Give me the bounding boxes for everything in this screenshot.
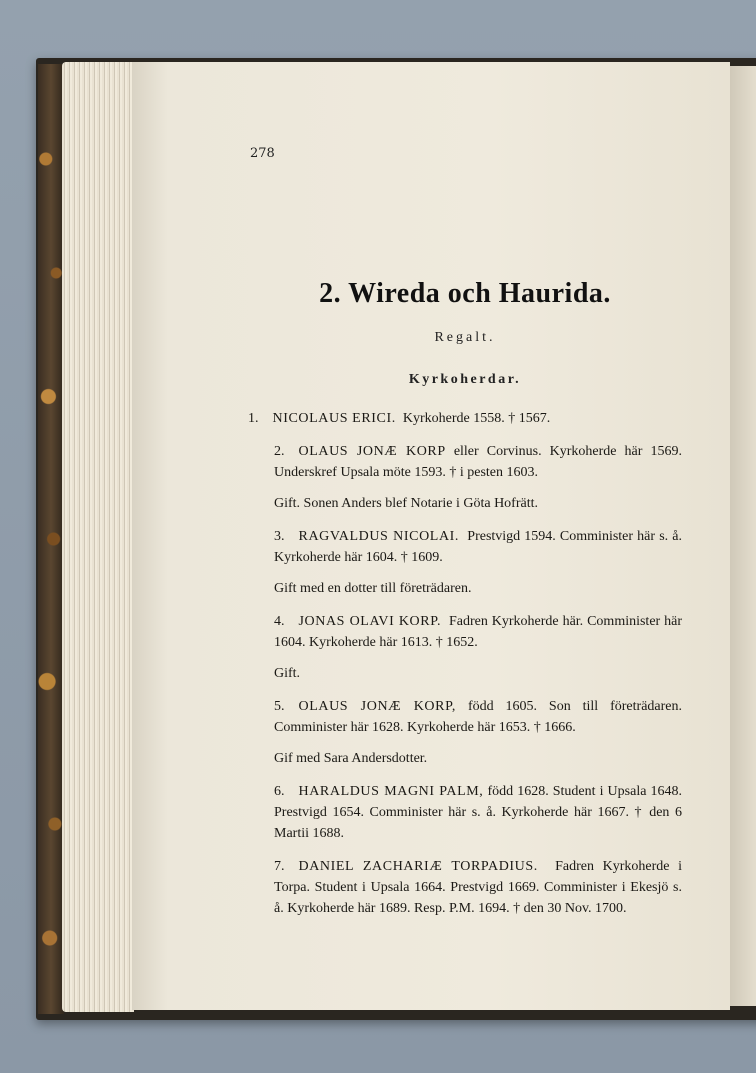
entry-4: 4. JONAS OLAVI KORP. Fadren Kyrkoherde här. Comminister här 1604. Kyrkoherde här 1613. † 1652.: [274, 614, 682, 650]
entry-text: född 1628. Student i Upsala 1648. Prestvigd 1654. Comminister här s. å. Kyrkoherde här 1667. † den 6 Martii 1688.: [274, 784, 682, 841]
page-edges: [62, 62, 134, 1012]
entry-text: Kyrkoherde 1558. † 1567.: [402, 411, 551, 426]
entry-name: JONAS OLAVI KORP.: [298, 614, 442, 629]
entry-text: född 1605. Son till företrädaren. Comminister här 1628. Kyrkoherde här 1653. † 1666.: [274, 699, 682, 735]
page-number: 278: [250, 146, 275, 161]
entry-text: Fadren Kyrkoherde i Torpa. Student i Upsala 1664. Prestvigd 1669. Comminister i Ekesjö s. å. Kyrkoherde här 1689. Resp. P.M. 1694. † den 30 Nov. 1700.: [274, 859, 682, 916]
entry-name: OLAUS JONÆ KORP,: [298, 699, 457, 714]
entry-1: 1. NICOLAUS ERICI. Kyrkoherde 1558. † 1567.: [248, 411, 551, 426]
entry-name: RAGVALDUS NICOLAI.: [298, 529, 460, 544]
entry-2: 2. OLAUS JONÆ KORP eller Corvinus. Kyrkoherde här 1569. Underskref Upsala möte 1593. † i pesten 1603.: [274, 444, 682, 480]
subheading: Regalt.: [434, 330, 496, 345]
entry-note: Gif med Sara Andersdotter.: [274, 751, 428, 766]
marbled-spine: [38, 64, 64, 1014]
entry-6: 6. HARALDUS MAGNI PALM, född 1628. Student i Upsala 1648. Prestvigd 1654. Comminister här s. å. Kyrkoherde här 1667. † den 6 Martii 1688.: [274, 784, 682, 841]
entry-list: [248, 408, 682, 931]
entry-name: NICOLAUS ERICI.: [272, 411, 396, 426]
entry-name: HARALDUS MAGNI PALM,: [298, 784, 484, 799]
entry-text: Fadren Kyrkoherde här. Comminister här 1604. Kyrkoherde här 1613. † 1652.: [274, 614, 682, 650]
page-heading: 2. Wireda och Haurida.: [319, 278, 611, 309]
entry-text: eller Corvinus. Kyrkoherde här 1569. Underskref Upsala möte 1593. † i pesten 1603.: [274, 444, 682, 480]
entry-5: 5. OLAUS JONÆ KORP, född 1605. Son till företrädaren. Comminister här 1628. Kyrkoherde här 1653. † 1666.: [274, 699, 682, 735]
entry-name: DANIEL ZACHARIÆ TORPADIUS.: [298, 859, 538, 874]
entry-7: 7. DANIEL ZACHARIÆ TORPADIUS. Fadren Kyrkoherde i Torpa. Student i Upsala 1664. Prestvigd 1669. Comminister i Ekesjö s. å. Kyrkoherde här 1689. Resp. P.M. 1694. † den 30 Nov. 1700.: [274, 859, 682, 916]
entry-note: Gift.: [274, 666, 301, 681]
entry-3: 3. RAGVALDUS NICOLAI. Prestvigd 1594. Comminister här s. å. Kyrkoherde här 1604. † 1609.: [274, 529, 682, 565]
entry-text: Prestvigd 1594. Comminister här s. å. Kyrkoherde här 1604. † 1609.: [274, 529, 682, 565]
section-title: Kyrkoherdar.: [408, 372, 522, 387]
entry-note: Gift. Sonen Anders blef Notarie i Göta Hofrätt.: [274, 496, 538, 511]
facing-page-edge: [728, 66, 756, 1006]
entry-name: OLAUS JONÆ KORP: [298, 444, 446, 459]
entry-note: Gift med en dotter till företrädaren.: [274, 581, 472, 596]
